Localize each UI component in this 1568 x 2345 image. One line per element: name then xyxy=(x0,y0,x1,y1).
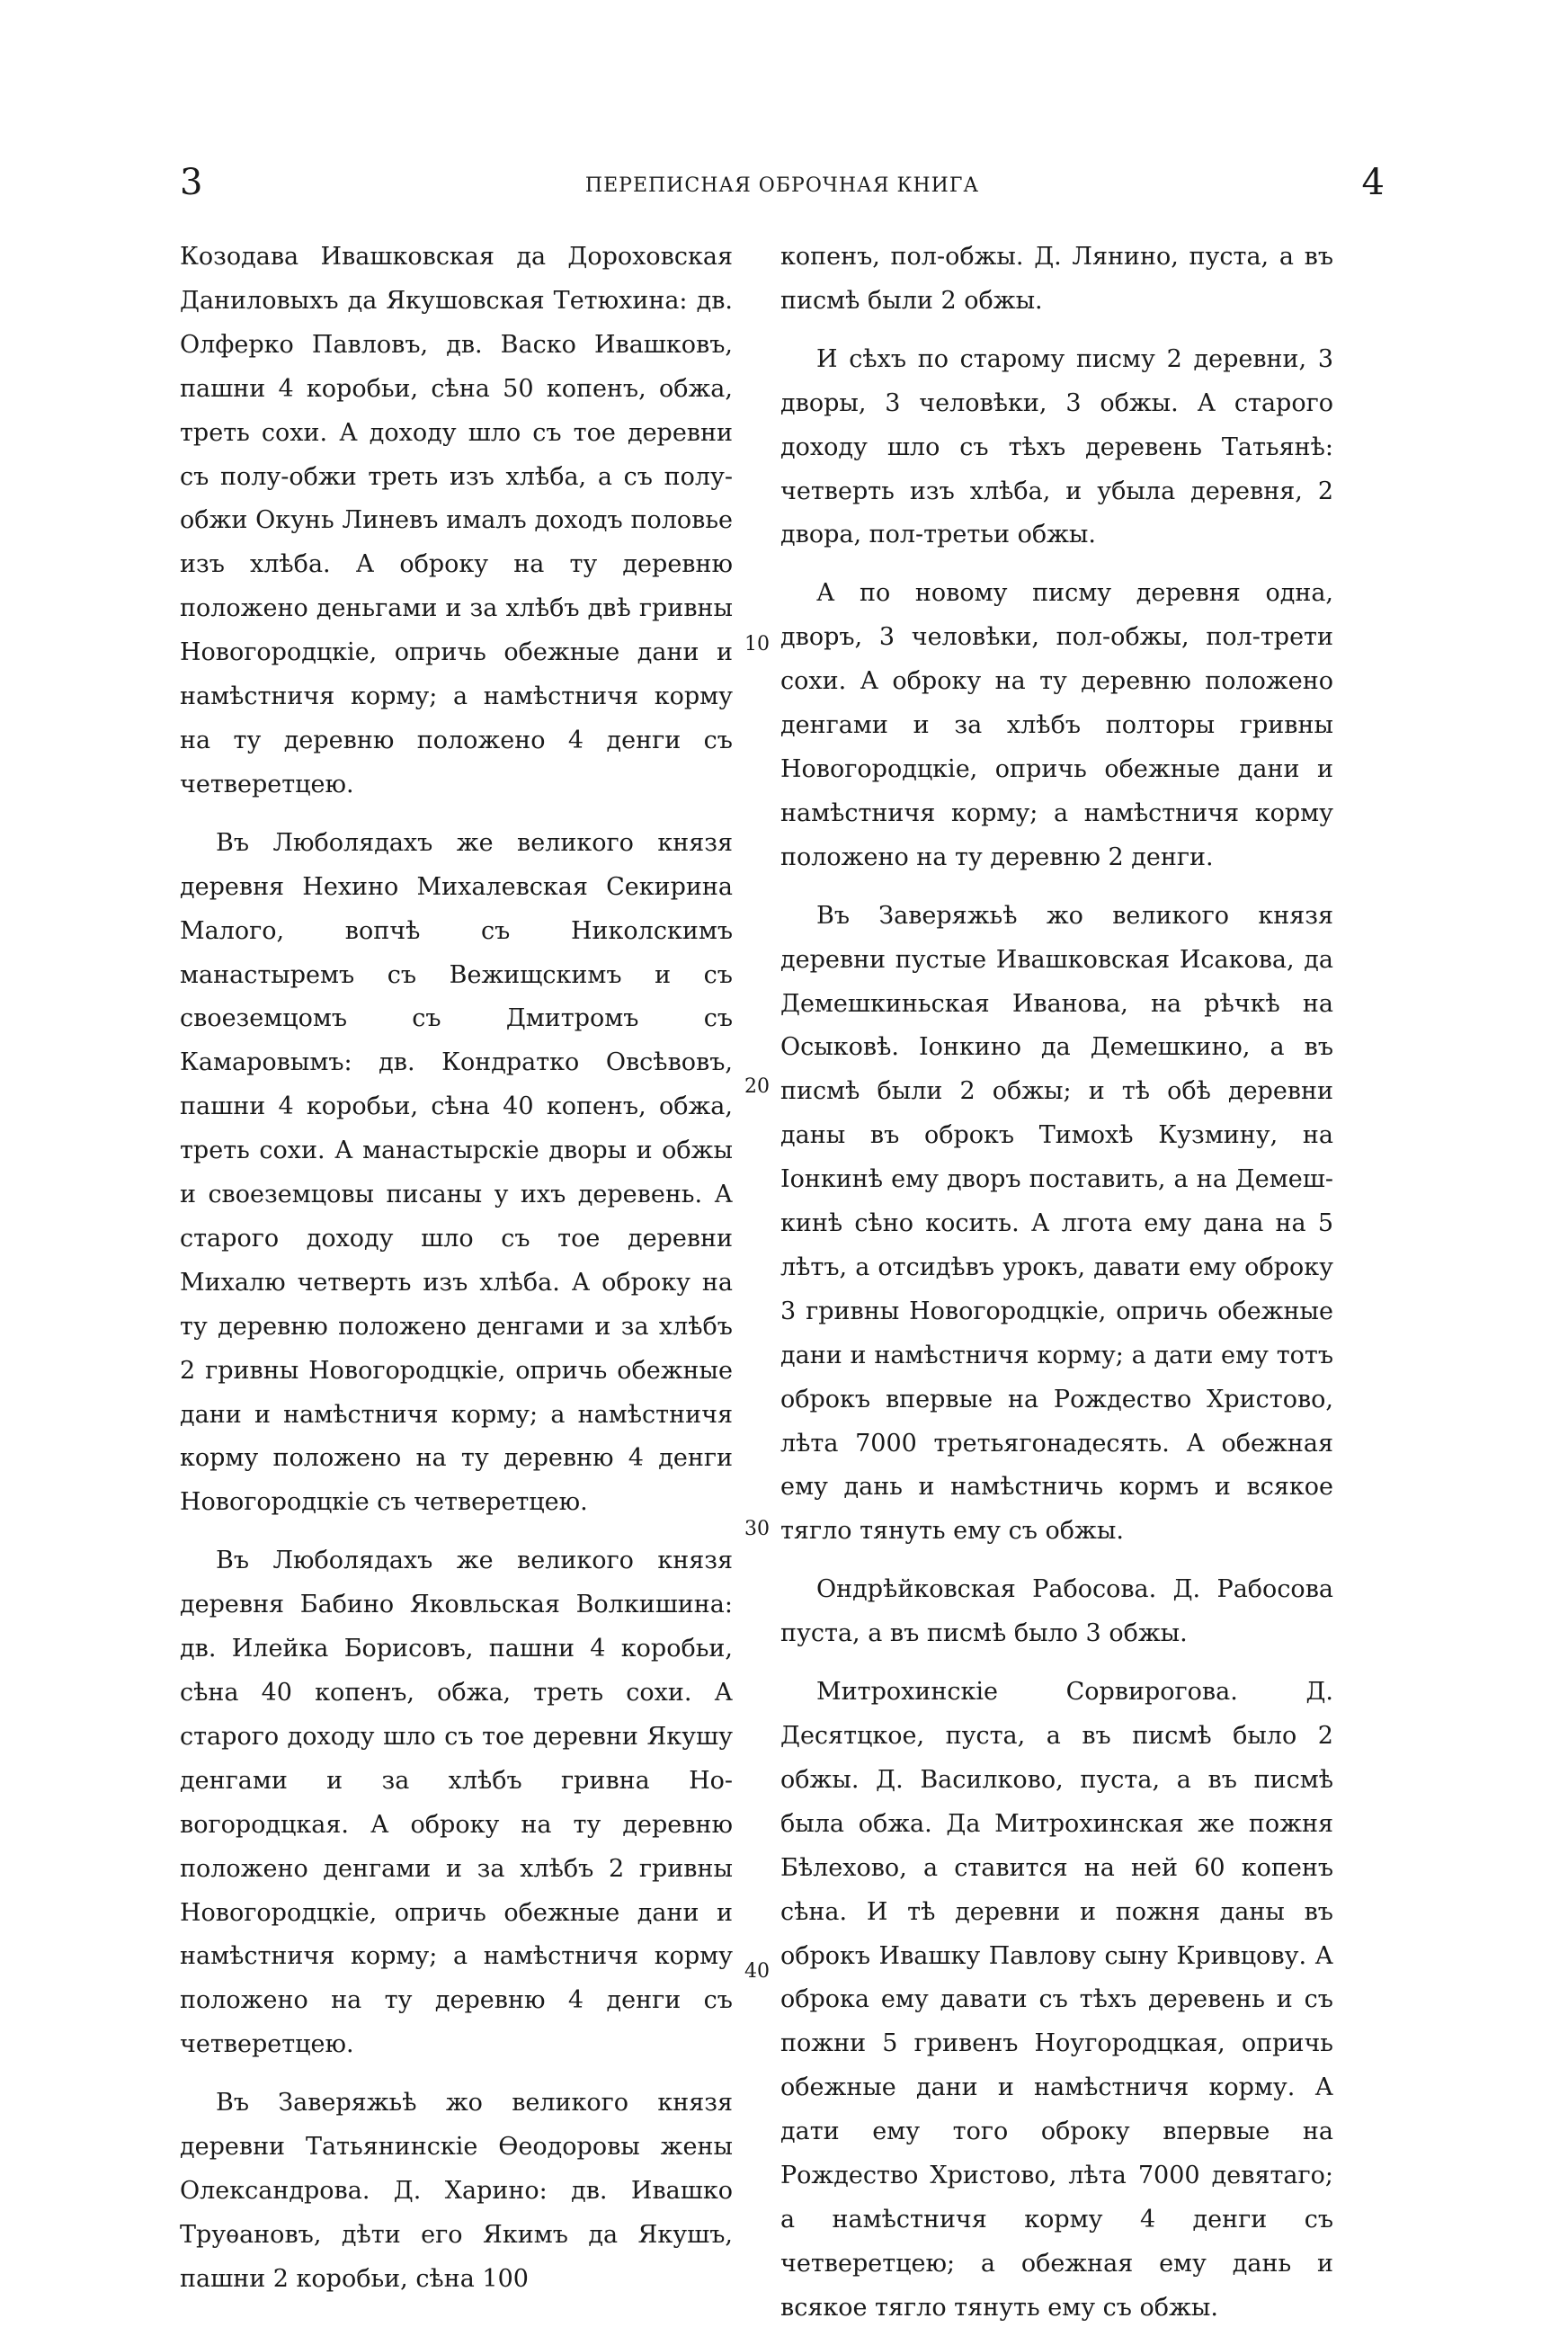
running-title: ПЕРЕПИСНАЯ ОБРОЧНАЯ КНИГА xyxy=(584,174,980,197)
paragraph: А по новому писму деревня одна, дворъ, 3 человѣки, пол-обжы, пол-трети сохи. А оброку на ту деревню положено денгами и за хлѣбъ полторы гривны Новогородцкіе, опричь обежные дани и намѣстничя корму; а намѣстничя корму положено на ту деревню 2 денги. xyxy=(780,579,1333,871)
page-header xyxy=(180,162,1385,216)
left-column xyxy=(180,236,733,2316)
paragraph: Ондрѣйковская Рабосова. Д. Рабосова пуста, а въ писмѣ было 3 обжы. xyxy=(780,1575,1333,1648)
paragraph: И сѣхъ по старому писму 2 деревни, 3 дворы, 3 человѣки, 3 обжы. А старого доходу шло съ тѣхъ деревень Татьянѣ: четверть изъ хлѣба, и убыла деревня, 2 двора, пол-третьи обжы. xyxy=(780,344,1333,549)
paragraph: Козодава Ивашковская да Дороховская Даниловыхъ да Якушовская Тетюхина: дв. Олферко Павловъ, дв. Васко Ивашковъ, пашни 4 коробьи, сѣна 50 копенъ, обжа, треть сохи. А доходу шло съ тое деревни съ полу-обжи треть изъ хлѣба, а съ полу-обжи Окунь Линевъ ималъ доходъ половье изъ хлѣба. А оброку на ту деревню положено деньгами и за хлѣбъ двѣ гривны Новогородцкіе, опричь обежные дани и намѣстничя корму; а намѣстничя корму на ту деревню положено 4 денги съ четверетцею. xyxy=(180,243,733,798)
page-number-right: 4 xyxy=(1361,162,1385,203)
right-column xyxy=(780,236,1333,2345)
line-number: 10 xyxy=(744,633,770,655)
paragraph: Въ Люболядахъ же великого князя деревня Нехино Михалевская Секирина Малого, вопчѣ съ Николскимъ манастыремъ съ Вежищскимъ и съ своеземцомъ съ Дмитромъ съ Камаровымъ: дв. Кондратко Овсѣвовъ, пашни 4 коробьи, сѣна 40 копенъ, обжа, треть сохи. А манастырскіе дворы и обжы и своеземцовы писаны у ихъ деревень. А старого доходу шло съ тое деревни Михалю четверть изъ хлѣба. А оброку на ту деревню положено денгами и за хлѣбъ 2 гривны Новогородцкіе, опричь обежные дани и намѣстничя корму; а намѣстничя корму положено на ту деревню 4 денги Новогородцкіе съ четверетцею. xyxy=(180,828,733,1517)
paragraph: Въ Заверяжьѣ жо великого князя деревни Татьянинскіе Ѳеодоровы жены Олександрова. Д. Харино: дв. Ивашко Труѳановъ, дѣти его Якимъ да Якушъ, пашни 2 коробьи, сѣна 100 xyxy=(180,2089,733,2293)
paragraph: Въ Люболядахъ же великого князя деревня Бабино Яковльская Волкишина: дв. Илейка Борисовъ, пашни 4 коробьи, сѣна 40 копенъ, обжа, треть сохи. А старого доходу шло съ тое деревни Якушу денгами и за хлѣбъ гривна Новогородцкая. А оброку на ту деревню положено денгами и за хлѣбъ 2 гривны Новогородцкіе, опричь обежные дани и намѣстничя корму; а намѣстничя корму положено на ту деревню 4 денги съ четверетцею. xyxy=(180,1547,733,2059)
paragraph: копенъ, пол-обжы. Д. Лянино, пуста, а въ писмѣ были 2 обжы. xyxy=(780,243,1333,315)
line-number: 20 xyxy=(744,1075,770,1098)
page-number-left: 3 xyxy=(180,162,203,203)
paragraph: Митрохинскіе Сорвирогова. Д. Десятцкое, пуста, а въ писмѣ было 2 обжы. Д. Василково, пуста, а въ писмѣ была обжа. Да Митрохинская же пожня Бѣлехово, а ставится на ней 60 копенъ сѣна. И тѣ деревни и пожня даны въ оброкъ Ивашку Павлову сыну Кривцову. А оброка ему давати съ тѣхъ деревень и съ пожни 5 гривенъ Ноугородцкая, опричь обежные дани и намѣстничя корму. А дати ему того оброку впервые на Рождество Христово, лѣта 7000 девятаго; а намѣстничя корму 4 денги съ четверетцею; а обежная ему дань и всякое тягло тянуть ему съ обжы. xyxy=(780,1678,1333,2322)
line-number: 30 xyxy=(744,1518,770,1540)
line-number: 40 xyxy=(744,1960,770,1983)
paragraph: Въ Заверяжьѣ жо великого князя деревни пустые Ивашковская Исакова, да Демешкиньская Иванова, на рѣчкѣ на Осыковѣ. Іонкино да Демешкино, а въ писмѣ были 2 обжы; и тѣ обѣ деревни даны въ оброкъ Тимохѣ Кузмину, на Іонкинѣ ему дворъ поставить, а на Демешкинѣ сѣно косить. А лгота ему дана на 5 лѣтъ, а отсидѣвъ урокъ, давати ему оброку 3 гривны Новогородцкіе, опричь обежные дани и намѣстничя корму; а дати ему тотъ оброкъ впервые на Рождество Христово, лѣта 7000 третьягонадесять. А обежная ему дань и намѣстничь кормъ и всякое тягло тянуть ему съ обжы. xyxy=(780,901,1333,1546)
